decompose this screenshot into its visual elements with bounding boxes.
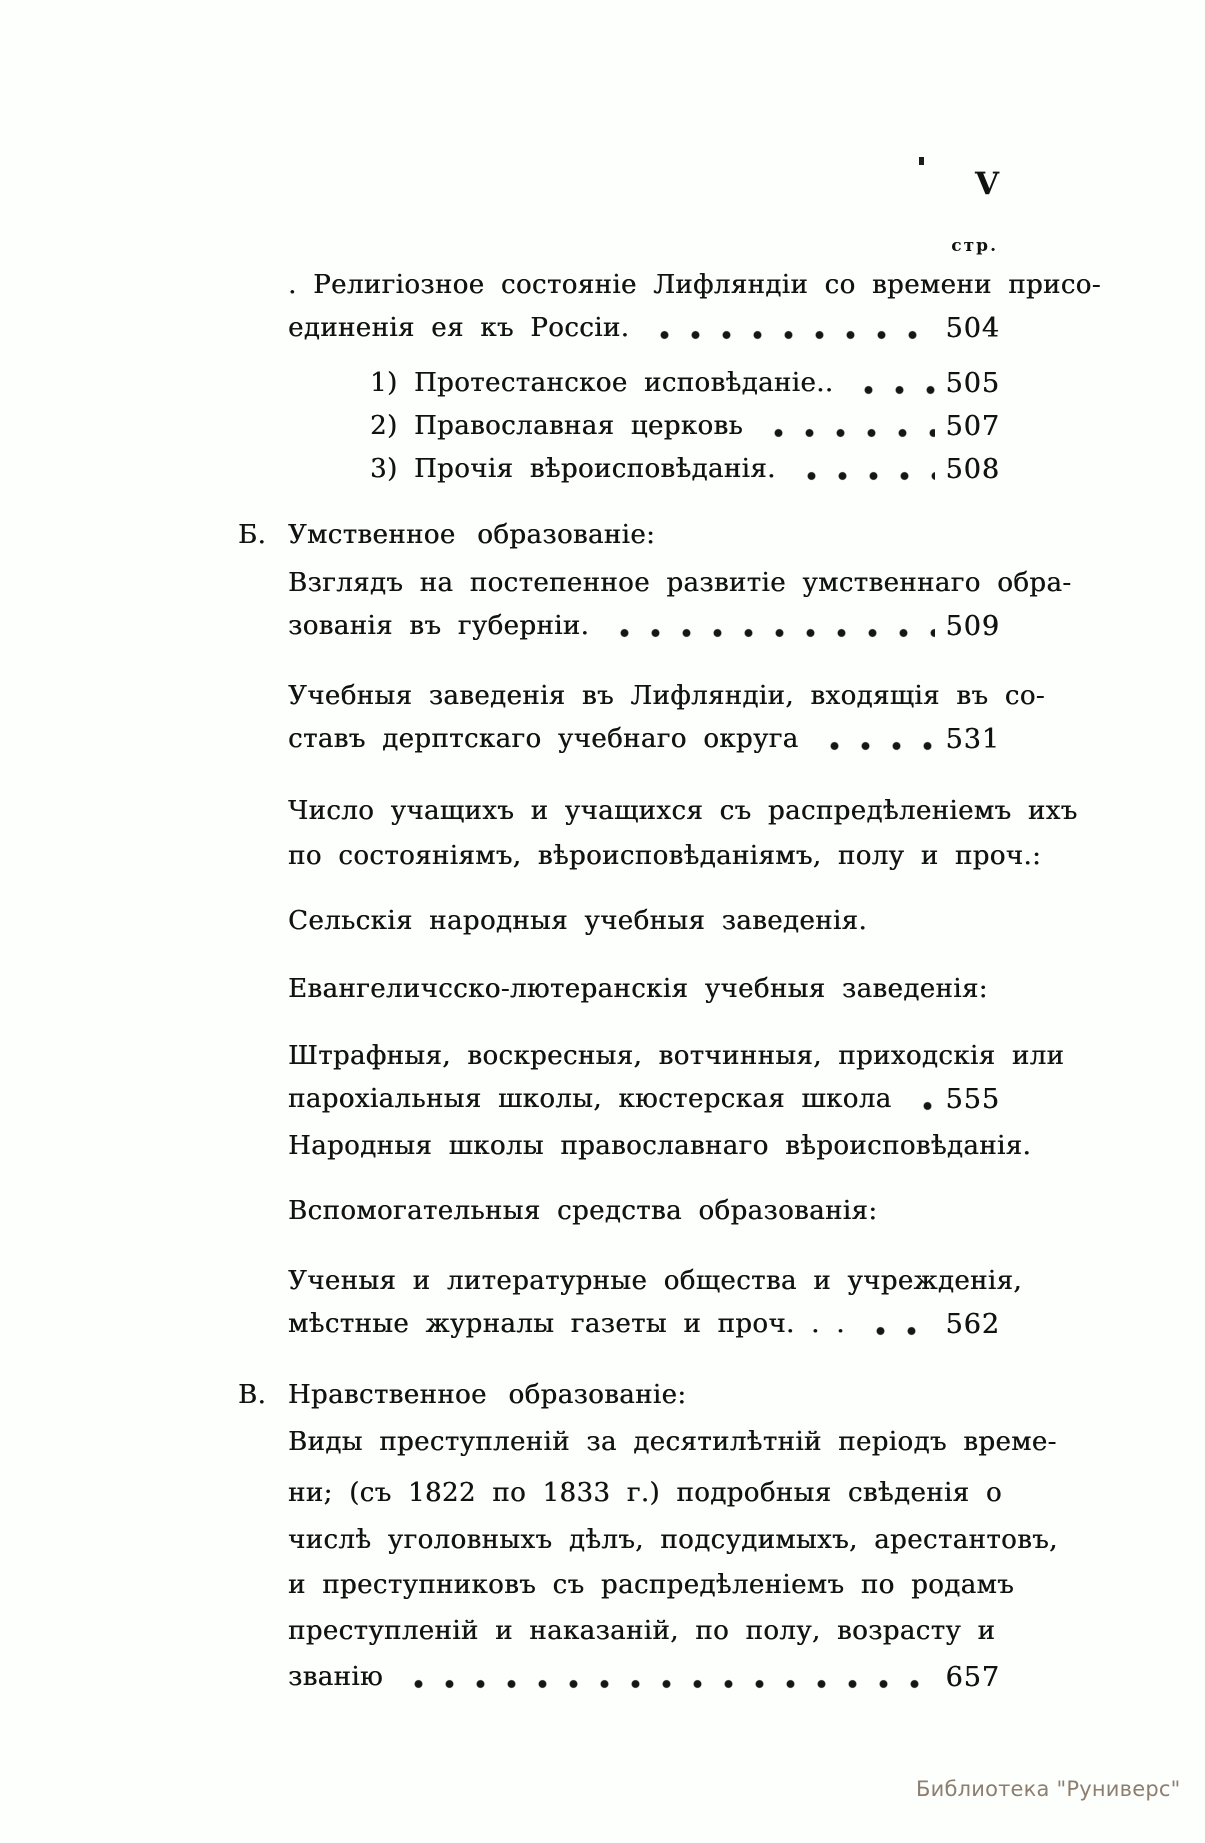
toc-entry: Сельскія народныя учебныя заведенія. xyxy=(288,906,868,936)
toc-page-number: 657 xyxy=(945,1662,1000,1693)
toc-entry-text: званію xyxy=(288,1662,383,1692)
dot-leader xyxy=(790,454,936,497)
toc-entry: Взглядъ на постепенное развитіе умственнаго обра- xyxy=(288,568,1072,598)
dot-leader xyxy=(757,411,935,454)
section-heading: В. Нравственное образованіе: xyxy=(238,1380,687,1410)
toc-entry-text: ставъ дерптскаго учебнаго округа xyxy=(288,724,799,754)
toc-entry: Виды преступленій за десятилѣтній періодъ време- xyxy=(288,1427,1057,1457)
toc-entry: преступленій и наказаній, по полу, возрасту и xyxy=(288,1616,996,1646)
toc-entry: . Религіозное состояніе Лифляндіи со времени присо- xyxy=(288,270,1101,300)
toc-entry xyxy=(370,411,1000,454)
toc-entry-text: парохіальныя школы, кюстерская школа xyxy=(288,1084,892,1114)
toc-entry: Число учащихъ и учащихся съ распредѣленіемъ ихъ xyxy=(288,796,1078,826)
dot-leader xyxy=(847,368,935,411)
toc-entry xyxy=(288,1084,1000,1127)
dot-leader xyxy=(906,1084,936,1127)
toc-page-number: 562 xyxy=(945,1309,1000,1340)
toc-page-number: 531 xyxy=(945,724,1000,755)
toc-entry-text: 3) Прочія вѣроисповѣданія. xyxy=(370,454,776,484)
dot-leader xyxy=(603,611,935,654)
toc-entry-text: 2) Православная церковь xyxy=(370,411,744,441)
table-of-contents xyxy=(0,270,1205,1705)
toc-entry: Штрафныя, воскресныя, вотчинныя, приходскія или xyxy=(288,1041,1065,1071)
toc-entry: по состояніямъ, вѣроисповѣданіямъ, полу и проч.: xyxy=(288,841,1042,871)
toc-entry xyxy=(370,368,1000,411)
toc-entry: ни; (съ 1822 по 1833 г.) подробныя свѣденія о xyxy=(288,1478,1002,1508)
dot-leader xyxy=(813,724,936,767)
toc-page-number: 555 xyxy=(945,1084,1000,1115)
toc-entry xyxy=(288,724,1000,767)
dot-leader xyxy=(643,313,935,356)
toc-entry: Вспомогательныя средства образованія: xyxy=(288,1196,878,1226)
toc-entry xyxy=(288,1662,1000,1705)
toc-entry xyxy=(370,454,1000,497)
ink-speck xyxy=(919,157,924,165)
toc-entry xyxy=(288,611,1000,654)
toc-entry xyxy=(288,1309,1000,1352)
dot-leader xyxy=(397,1662,935,1705)
dot-leader xyxy=(859,1309,936,1352)
toc-entry: числѣ уголовныхъ дѣлъ, подсудимыхъ, арестантовъ, xyxy=(288,1525,1058,1555)
toc-entry-text: единенія ея къ Россіи. xyxy=(288,313,630,343)
toc-entry: Евангеличсско-лютеранскія учебныя заведенія: xyxy=(288,974,988,1004)
toc-entry: Народныя школы православнаго вѣроисповѣданія. xyxy=(288,1131,1032,1161)
toc-page-number: 507 xyxy=(945,411,1000,442)
page-column-header: стр. xyxy=(951,236,998,256)
toc-entry xyxy=(288,313,1000,356)
page-number: V xyxy=(975,166,1001,202)
toc-entry: Ученыя и литературные общества и учрежденія, xyxy=(288,1266,1022,1296)
section-heading: Б. Умственное образованіе: xyxy=(238,520,656,550)
toc-entry: и преступниковъ съ распредѣленіемъ по родамъ xyxy=(288,1570,1015,1600)
toc-entry-text: 1) Протестанское исповѣданіе.. xyxy=(370,368,834,398)
library-watermark: Библиотека "Руниверс" xyxy=(916,1777,1181,1801)
toc-entry: Учебныя заведенія въ Лифляндіи, входящія въ со- xyxy=(288,681,1045,711)
toc-page-number: 504 xyxy=(945,313,1000,344)
toc-entry-text: мѣстные журналы газеты и проч. . . xyxy=(288,1309,845,1339)
toc-entry-text: зованія въ губерніи. xyxy=(288,611,590,641)
toc-page-number: 509 xyxy=(945,611,1000,642)
toc-page-number: 505 xyxy=(945,368,1000,399)
toc-page-number: 508 xyxy=(945,454,1000,485)
